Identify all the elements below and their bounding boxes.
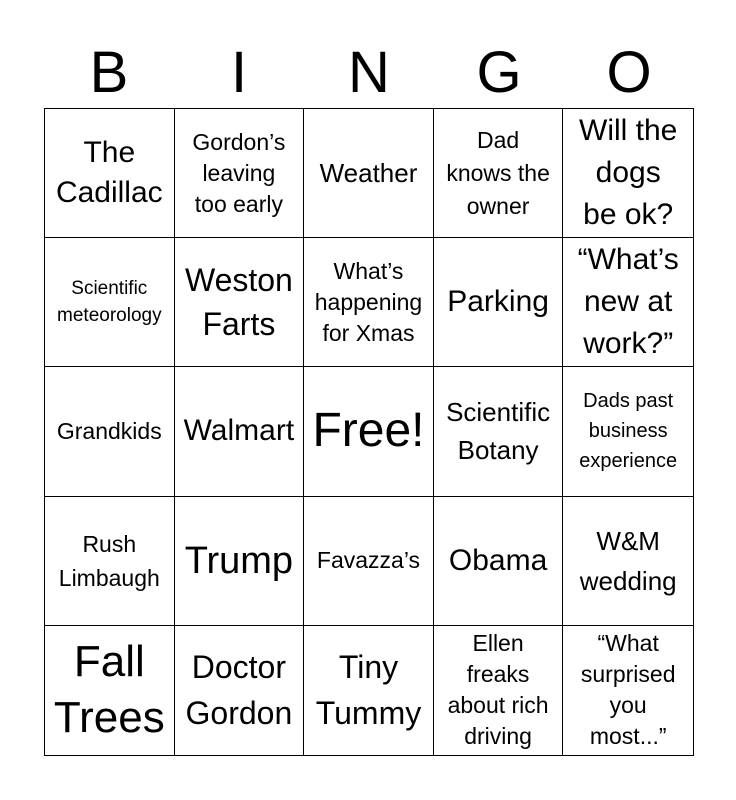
bingo-cell[interactable] <box>304 497 434 626</box>
cell-label: Weston Farts <box>184 262 293 343</box>
bingo-cell[interactable] <box>304 238 434 367</box>
bingo-cell[interactable] <box>434 497 564 626</box>
cell-label: Trump <box>184 539 294 582</box>
bingo-cell[interactable] <box>175 238 305 367</box>
cell-label: Doctor Gordon <box>185 649 293 732</box>
cell-label: Ellen freaks about rich driving <box>447 630 549 750</box>
bingo-header <box>44 40 694 106</box>
bingo-cell[interactable] <box>434 367 564 496</box>
bingo-cell[interactable] <box>45 626 175 755</box>
cell-label: “What surprised you most...” <box>580 630 676 750</box>
cell-label: Dad knows the owner <box>446 126 550 219</box>
bingo-cell[interactable] <box>45 367 175 496</box>
bingo-cell[interactable] <box>175 367 305 496</box>
header-letter-o: O <box>606 40 652 105</box>
free-space[interactable] <box>304 367 434 496</box>
bingo-cell[interactable] <box>175 497 305 626</box>
cell-label: Favazza’s <box>316 547 421 574</box>
bingo-cell[interactable] <box>175 109 305 238</box>
cell-label: W&M wedding <box>579 525 677 596</box>
cell-label: What’s happening for Xmas <box>314 257 423 346</box>
cell-label: Scientific meteorology <box>57 278 162 327</box>
bingo-cell[interactable] <box>563 626 693 755</box>
cell-label: Dads past business experience <box>579 390 678 473</box>
bingo-cell[interactable] <box>563 109 693 238</box>
bingo-cell[interactable] <box>434 626 564 755</box>
cell-label: Parking <box>447 285 549 319</box>
bingo-cell[interactable] <box>434 238 564 367</box>
header-letter-i: I <box>230 40 248 105</box>
cell-label: Tiny Tummy <box>315 649 422 732</box>
cell-label: Obama <box>448 543 548 577</box>
header-letter-n: N <box>348 40 390 105</box>
bingo-cell[interactable] <box>175 626 305 755</box>
bingo-board <box>44 108 694 756</box>
bingo-cell[interactable] <box>45 238 175 367</box>
bingo-cell[interactable] <box>304 626 434 755</box>
cell-label: Rush Limbaugh <box>58 530 160 591</box>
cell-label: Walmart <box>183 414 295 448</box>
cell-label: Gordon’s leaving too early <box>192 128 286 217</box>
cell-label: Weather <box>319 158 418 189</box>
bingo-cell[interactable] <box>45 497 175 626</box>
bingo-cell[interactable] <box>563 367 693 496</box>
bingo-cell[interactable] <box>304 109 434 238</box>
bingo-cell[interactable] <box>434 109 564 238</box>
header-letter-g: G <box>476 40 522 105</box>
cell-label: “What’s new at work?” <box>577 243 679 361</box>
cell-label: Grandkids <box>56 417 162 444</box>
cell-label: The Cadillac <box>55 136 163 210</box>
cell-label: Fall Trees <box>53 637 165 743</box>
bingo-cell[interactable] <box>563 238 693 367</box>
cell-label: Will the dogs be ok? <box>579 114 678 232</box>
cell-label: Scientific Botany <box>446 397 551 466</box>
header-letter-b: B <box>89 40 129 105</box>
bingo-cell[interactable] <box>45 109 175 238</box>
cell-label: Free! <box>312 404 425 458</box>
bingo-cell[interactable] <box>563 497 693 626</box>
